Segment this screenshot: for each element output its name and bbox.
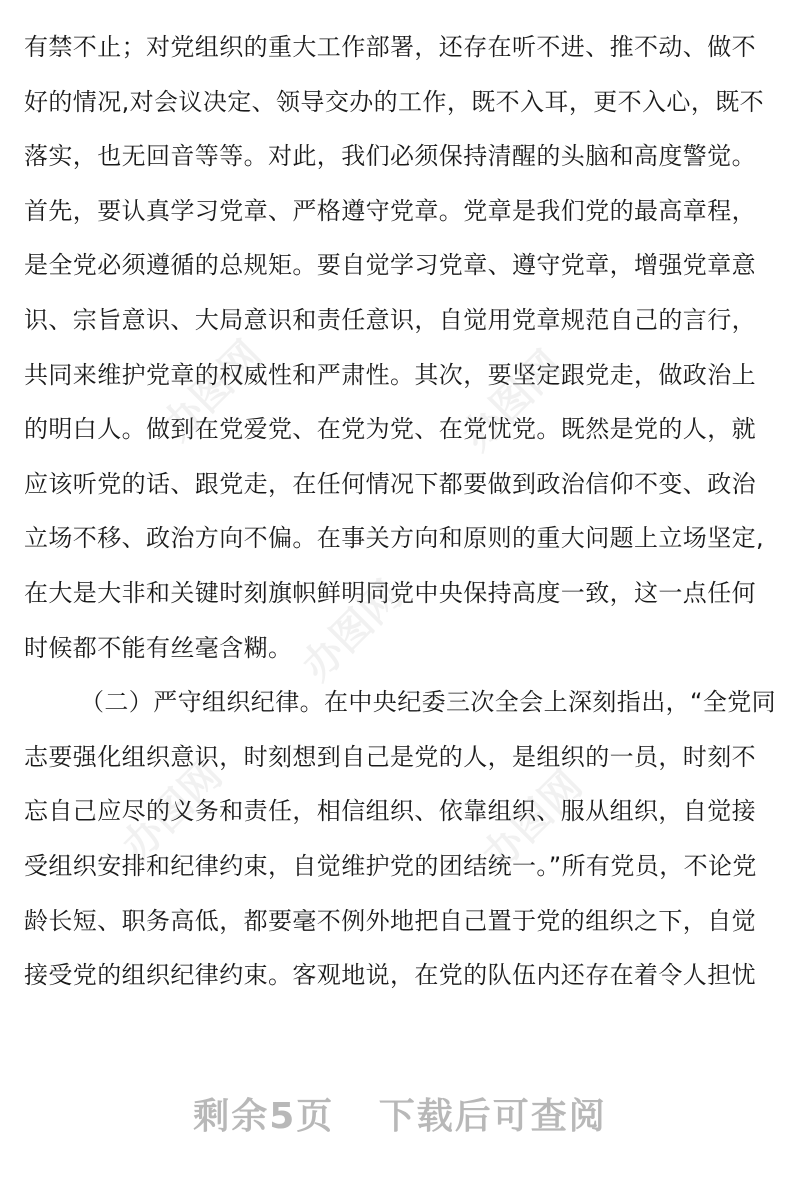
section-heading-line: （二）严守组织纪律。在中央纪委三次全会上深刻指出，“全党同 xyxy=(80,688,777,717)
text-line: 共同来维护党章的权威性和严肃性。其次，要坚定跟党走，做政治上 xyxy=(24,360,756,389)
download-banner[interactable] xyxy=(0,1088,800,1139)
text-line: 受组织安排和纪律约束，自觉维护党的团结统一。”所有党员，不论党 xyxy=(24,851,757,880)
text-line: 有禁不止；对党组织的重大工作部署，还存在听不进、推不动、做不 xyxy=(24,33,756,61)
text-line: 忘自己应尽的义务和责任，相信组织、依靠组织、服从组织，自觉接 xyxy=(24,797,756,826)
text-line: 落实，也无回音等等。对此，我们必须保持清醒的头脑和高度警觉。 xyxy=(24,142,756,171)
watermark: 办图网 xyxy=(453,342,572,460)
download-prompt-label[interactable]: 下载后可查阅 xyxy=(378,1096,607,1137)
text-line: 时候都不能有丝毫含糊。 xyxy=(24,633,293,662)
watermark: 办图网 xyxy=(473,762,592,880)
text-line: 在大是大非和关键时刻旗帜鲜明同党中央保持高度一致，这一点任何 xyxy=(24,578,756,607)
remaining-pages-label: 剩余5页 xyxy=(193,1096,335,1137)
watermark: 办图网 xyxy=(113,752,232,870)
text-line: 识、宗旨意识、大局意识和责任意识，自觉用党章规范自己的言行， xyxy=(24,305,756,334)
text-line: 首先，要认真学习党章、严格遵守党章。党章是我们党的最高章程， xyxy=(24,196,756,225)
text-line: 龄长短、职务高低，都要毫不例外地把自己置于党的组织之下，自觉 xyxy=(24,906,756,935)
text-line: 立场不移、政治方向不偏。在事关方向和原则的重大问题上立场坚定, xyxy=(24,524,765,553)
watermark: 办图网 xyxy=(153,332,272,450)
watermark: 办图网 xyxy=(293,572,412,690)
text-line: 好的情况,对会议决定、领导交办的工作，既不入耳，更不入心，既不 xyxy=(24,87,765,116)
text-line: 应该听党的话、跟党走，在任何情况下都要做到政治信仰不变、政治 xyxy=(24,469,756,498)
document-body xyxy=(24,20,780,1003)
text-line: 的明白人。做到在党爱党、在党为党、在党忧党。既然是党的人，就 xyxy=(24,415,756,444)
text-line: 接受党的组织纪律约束。客观地说，在党的队伍内还存在着令人担忧 xyxy=(24,961,756,990)
text-line: 是全党必须遵循的总规矩。要自觉学习党章、遵守党章，增强党章意 xyxy=(24,251,756,280)
text-line: 志要强化组织意识，时刻想到自己是党的人，是组织的一员，时刻不 xyxy=(24,742,756,771)
